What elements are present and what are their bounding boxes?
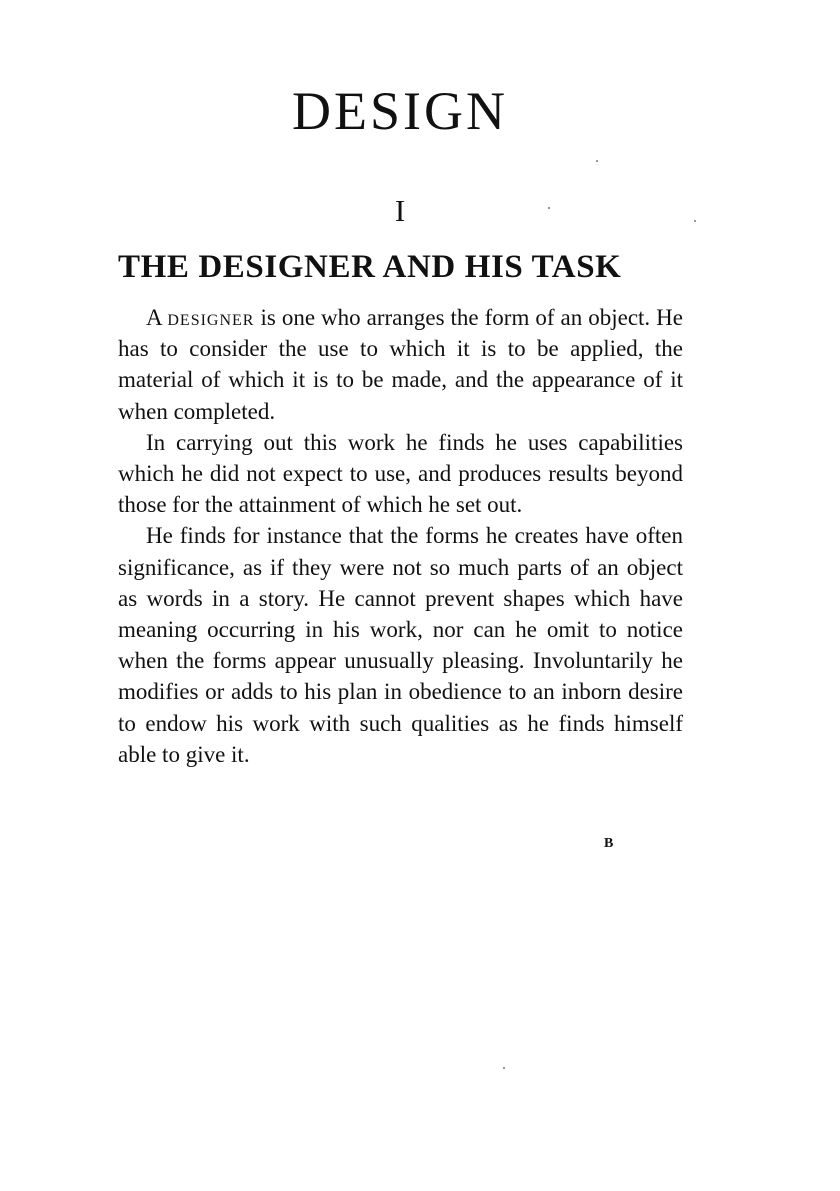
paragraph-1-text: is one who arranges the form of an object. He has to consider the use to which it is to be applied, the material of which it is to be made, and the appearance of it when completed. [118, 305, 684, 424]
signature-mark: B [604, 836, 614, 851]
paragraph-1-lead: A [146, 305, 168, 330]
paragraph-1 [118, 302, 683, 427]
chapter-title: THE DESIGNER AND HIS TASK [118, 249, 622, 285]
scan-speck [503, 1067, 505, 1069]
chapter-body [118, 302, 683, 770]
chapter-number: I [394, 193, 406, 228]
scan-speck [694, 220, 696, 222]
paragraph-3: He finds for instance that the forms he creates have often significance, as if they were not so much parts of an object as words in a story. He cannot prevent shapes which have meaning occurring in his work, nor can he omit to notice when the forms appear unusually pleasing. Involuntarily he modifies or adds to his plan in obedience to an inborn desire to endow his work with such qualities as he finds himself able to give it. [118, 523, 683, 767]
book-title: DESIGN [292, 81, 508, 141]
paragraph-2: In carrying out this work he finds he uses capabilities which he did not expect to use, and produces results beyond those for the attainment of which he set out. [118, 429, 683, 518]
scan-speck [596, 160, 598, 162]
scan-speck [548, 207, 550, 209]
defined-term: designer [167, 305, 255, 330]
